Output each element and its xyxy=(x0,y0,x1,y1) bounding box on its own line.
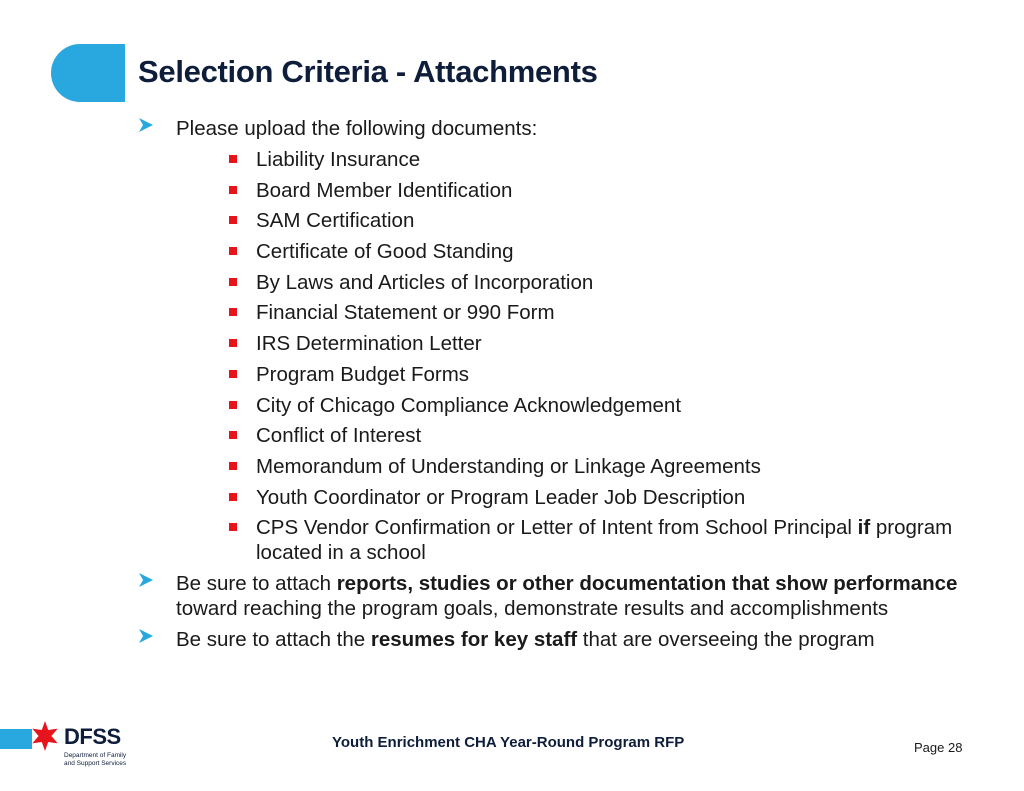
square-bullet-icon xyxy=(229,308,237,316)
document-list xyxy=(176,147,978,565)
logo-subtitle: Department of Family and Support Services xyxy=(64,752,127,767)
document-item: SAM Certification xyxy=(218,208,978,233)
square-bullet-icon xyxy=(229,523,237,531)
arrow-bullet-icon xyxy=(138,117,154,133)
document-item-cps: CPS Vendor Confirmation or Letter of Intent from School Principal if program located in a school xyxy=(218,515,978,565)
page-title: Selection Criteria - Attachments xyxy=(138,54,598,89)
square-bullet-icon xyxy=(229,278,237,286)
dfss-logo xyxy=(0,720,130,770)
document-item: City of Chicago Compliance Acknowledgement xyxy=(218,393,978,418)
document-item: Board Member Identification xyxy=(218,178,978,203)
document-item: By Laws and Articles of Incorporation xyxy=(218,270,978,295)
slide-content xyxy=(138,116,978,658)
document-item: Memorandum of Understanding or Linkage Agreements xyxy=(218,454,978,479)
square-bullet-icon xyxy=(229,431,237,439)
square-bullet-icon xyxy=(229,493,237,501)
upload-intro-text: Please upload the following documents: xyxy=(176,117,538,140)
title-accent-tab xyxy=(51,44,125,102)
document-item: Certificate of Good Standing xyxy=(218,239,978,264)
square-bullet-icon xyxy=(229,339,237,347)
bullet-upload-documents xyxy=(138,116,978,565)
square-bullet-icon xyxy=(229,247,237,255)
document-item: Financial Statement or 990 Form xyxy=(218,300,978,325)
document-item: IRS Determination Letter xyxy=(218,331,978,356)
square-bullet-icon xyxy=(229,155,237,163)
document-item: Youth Coordinator or Program Leader Job Description xyxy=(218,485,978,510)
red-star-icon xyxy=(28,720,62,754)
document-item: Liability Insurance xyxy=(218,147,978,172)
square-bullet-icon xyxy=(229,401,237,409)
square-bullet-icon xyxy=(229,462,237,470)
document-item: Conflict of Interest xyxy=(218,423,978,448)
square-bullet-icon xyxy=(229,370,237,378)
bullet-attach-resumes: Be sure to attach the resumes for key staff that are overseeing the program xyxy=(138,627,978,652)
arrow-bullet-icon xyxy=(138,628,154,644)
footer-title: Youth Enrichment CHA Year-Round Program RFP xyxy=(332,734,685,751)
square-bullet-icon xyxy=(229,186,237,194)
document-item: Program Budget Forms xyxy=(218,362,978,387)
logo-wordmark: DFSS xyxy=(64,724,121,749)
arrow-bullet-icon xyxy=(138,572,154,588)
square-bullet-icon xyxy=(229,216,237,224)
bullet-attach-reports: Be sure to attach reports, studies or other documentation that show performance toward reaching the program goals, demonstrate results and accomplishments xyxy=(138,571,978,621)
page-number: Page 28 xyxy=(914,740,963,755)
